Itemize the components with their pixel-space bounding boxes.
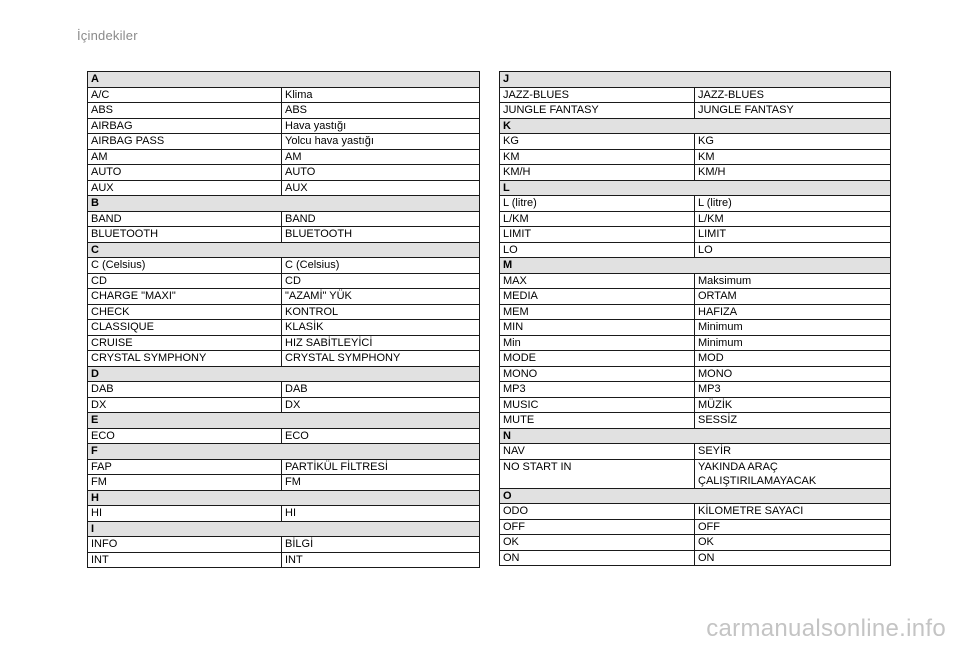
table-row <box>500 289 891 305</box>
table-row <box>500 242 891 258</box>
term-cell: AUTO <box>88 165 282 181</box>
table-row <box>500 335 891 351</box>
translation-cell: LIMIT <box>695 227 891 243</box>
watermark: carmanualsonline.info <box>706 615 946 642</box>
table-row <box>500 382 891 398</box>
term-cell: ABS <box>88 103 282 119</box>
term-cell: AIRBAG <box>88 118 282 134</box>
table-row <box>88 211 480 227</box>
table-row <box>500 550 891 566</box>
term-cell: LIMIT <box>500 227 695 243</box>
translation-cell: BAND <box>282 211 480 227</box>
translation-cell: L (litre) <box>695 196 891 212</box>
translation-cell: C (Celsius) <box>282 258 480 274</box>
term-cell: MP3 <box>500 382 695 398</box>
table-row <box>88 475 480 491</box>
translation-cell: AM <box>282 149 480 165</box>
section-letter: I <box>88 521 480 537</box>
term-cell: INFO <box>88 537 282 553</box>
table-row <box>500 211 891 227</box>
term-cell: NO START IN <box>500 459 695 488</box>
term-cell: ODO <box>500 504 695 520</box>
term-cell: JAZZ-BLUES <box>500 87 695 103</box>
table-row <box>88 459 480 475</box>
term-cell: C (Celsius) <box>88 258 282 274</box>
term-cell: CRYSTAL SYMPHONY <box>88 351 282 367</box>
term-cell: L/KM <box>500 211 695 227</box>
translation-cell: JAZZ-BLUES <box>695 87 891 103</box>
translation-cell: AUTO <box>282 165 480 181</box>
section-header-row <box>500 258 891 274</box>
translation-cell: OFF <box>695 519 891 535</box>
table-row <box>500 103 891 119</box>
section-header-row <box>88 413 480 429</box>
translation-cell: Minimum <box>695 335 891 351</box>
section-header-row <box>500 118 891 134</box>
term-cell: OFF <box>500 519 695 535</box>
section-header-row <box>88 72 480 88</box>
translation-cell: MOD <box>695 351 891 367</box>
translation-cell: HIZ SABİTLEYİCİ <box>282 335 480 351</box>
translation-cell: HI <box>282 506 480 522</box>
table-row <box>88 335 480 351</box>
section-header-row <box>500 72 891 88</box>
term-cell: MEDIA <box>500 289 695 305</box>
table-row <box>500 273 891 289</box>
term-cell: CRUISE <box>88 335 282 351</box>
translation-cell: HAFIZA <box>695 304 891 320</box>
translation-cell: KLASİK <box>282 320 480 336</box>
table-row <box>88 165 480 181</box>
section-header-row <box>500 428 891 444</box>
term-cell: MIN <box>500 320 695 336</box>
section-letter: E <box>88 413 480 429</box>
translation-cell: ECO <box>282 428 480 444</box>
translation-cell: MONO <box>695 366 891 382</box>
translation-cell: INT <box>282 552 480 568</box>
table-row <box>88 351 480 367</box>
translation-cell: KG <box>695 134 891 150</box>
term-cell: KM/H <box>500 165 695 181</box>
table-row <box>500 459 891 488</box>
term-cell: MUSIC <box>500 397 695 413</box>
section-header-row <box>500 180 891 196</box>
term-cell: AM <box>88 149 282 165</box>
term-cell: HI <box>88 506 282 522</box>
term-cell: NAV <box>500 444 695 460</box>
table-row <box>500 413 891 429</box>
translation-cell: SESSİZ <box>695 413 891 429</box>
term-cell: AIRBAG PASS <box>88 134 282 150</box>
term-cell: MAX <box>500 273 695 289</box>
term-cell: MEM <box>500 304 695 320</box>
glossary-table-left <box>87 71 480 568</box>
table-row <box>500 519 891 535</box>
table-row <box>500 320 891 336</box>
translation-cell: KİLOMETRE SAYACI <box>695 504 891 520</box>
term-cell: CHARGE "MAXI" <box>88 289 282 305</box>
term-cell: FM <box>88 475 282 491</box>
translation-cell: SEYİR <box>695 444 891 460</box>
term-cell: ON <box>500 550 695 566</box>
term-cell: KM <box>500 149 695 165</box>
term-cell: FAP <box>88 459 282 475</box>
term-cell: L (litre) <box>500 196 695 212</box>
table-row <box>500 196 891 212</box>
translation-cell: YAKINDA ARAÇ ÇALIŞTIRILAMAYACAK <box>695 459 891 488</box>
table-row <box>88 273 480 289</box>
term-cell: ECO <box>88 428 282 444</box>
glossary-table-right <box>499 71 891 566</box>
translation-cell: BLUETOOTH <box>282 227 480 243</box>
table-row <box>88 552 480 568</box>
translation-cell: LO <box>695 242 891 258</box>
translation-cell: Klima <box>282 87 480 103</box>
term-cell: OK <box>500 535 695 551</box>
term-cell: JUNGLE FANTASY <box>500 103 695 119</box>
table-row <box>88 227 480 243</box>
translation-cell: KM/H <box>695 165 891 181</box>
section-letter: J <box>500 72 891 88</box>
term-cell: AUX <box>88 180 282 196</box>
table-row <box>88 149 480 165</box>
section-letter: L <box>500 180 891 196</box>
translation-cell: FM <box>282 475 480 491</box>
translation-cell: ON <box>695 550 891 566</box>
table-row <box>88 180 480 196</box>
table-row <box>500 351 891 367</box>
table-row <box>88 258 480 274</box>
term-cell: MODE <box>500 351 695 367</box>
translation-cell: CD <box>282 273 480 289</box>
term-cell: INT <box>88 552 282 568</box>
term-cell: CLASSIQUE <box>88 320 282 336</box>
section-letter: F <box>88 444 480 460</box>
translation-cell: PARTİKÜL FİLTRESİ <box>282 459 480 475</box>
translation-cell: MP3 <box>695 382 891 398</box>
term-cell: BLUETOOTH <box>88 227 282 243</box>
translation-cell: DX <box>282 397 480 413</box>
section-letter: M <box>500 258 891 274</box>
section-header-row <box>88 242 480 258</box>
table-row <box>88 118 480 134</box>
translation-cell: "AZAMİ" YÜK <box>282 289 480 305</box>
table-row <box>500 134 891 150</box>
translation-cell: AUX <box>282 180 480 196</box>
table-row <box>88 382 480 398</box>
term-cell: LO <box>500 242 695 258</box>
translation-cell: JUNGLE FANTASY <box>695 103 891 119</box>
table-row <box>500 165 891 181</box>
term-cell: KG <box>500 134 695 150</box>
translation-cell: Minimum <box>695 320 891 336</box>
section-letter: B <box>88 196 480 212</box>
translation-cell: KONTROL <box>282 304 480 320</box>
page-title: İçindekiler <box>77 28 138 43</box>
table-row <box>500 227 891 243</box>
term-cell: DAB <box>88 382 282 398</box>
table-row <box>88 103 480 119</box>
table-row <box>88 87 480 103</box>
term-cell: DX <box>88 397 282 413</box>
translation-cell: Yolcu hava yastığı <box>282 134 480 150</box>
table-row <box>88 304 480 320</box>
translation-cell: ORTAM <box>695 289 891 305</box>
section-letter: K <box>500 118 891 134</box>
table-row <box>500 535 891 551</box>
table-row <box>88 537 480 553</box>
table-row <box>88 428 480 444</box>
section-letter: N <box>500 428 891 444</box>
table-row <box>88 134 480 150</box>
term-cell: BAND <box>88 211 282 227</box>
section-header-row <box>88 196 480 212</box>
term-cell: MONO <box>500 366 695 382</box>
translation-cell: Hava yastığı <box>282 118 480 134</box>
table-row <box>500 444 891 460</box>
section-letter: O <box>500 488 891 504</box>
table-row <box>500 397 891 413</box>
table-row <box>88 289 480 305</box>
translation-cell: MÜZİK <box>695 397 891 413</box>
term-cell: A/C <box>88 87 282 103</box>
section-header-row <box>500 488 891 504</box>
table-row <box>88 320 480 336</box>
section-header-row <box>88 366 480 382</box>
section-header-row <box>88 490 480 506</box>
table-row <box>88 506 480 522</box>
translation-cell: KM <box>695 149 891 165</box>
section-header-row <box>88 521 480 537</box>
translation-cell: ABS <box>282 103 480 119</box>
table-row <box>500 87 891 103</box>
section-header-row <box>88 444 480 460</box>
translation-cell: DAB <box>282 382 480 398</box>
table-row <box>500 304 891 320</box>
table-row <box>500 504 891 520</box>
translation-cell: CRYSTAL SYMPHONY <box>282 351 480 367</box>
section-letter: C <box>88 242 480 258</box>
table-row <box>500 366 891 382</box>
term-cell: CHECK <box>88 304 282 320</box>
translation-cell: Maksimum <box>695 273 891 289</box>
section-letter: A <box>88 72 480 88</box>
term-cell: MUTE <box>500 413 695 429</box>
translation-cell: L/KM <box>695 211 891 227</box>
term-cell: CD <box>88 273 282 289</box>
table-row <box>500 149 891 165</box>
term-cell: Min <box>500 335 695 351</box>
translation-cell: BİLGİ <box>282 537 480 553</box>
translation-cell: OK <box>695 535 891 551</box>
section-letter: H <box>88 490 480 506</box>
table-row <box>88 397 480 413</box>
section-letter: D <box>88 366 480 382</box>
